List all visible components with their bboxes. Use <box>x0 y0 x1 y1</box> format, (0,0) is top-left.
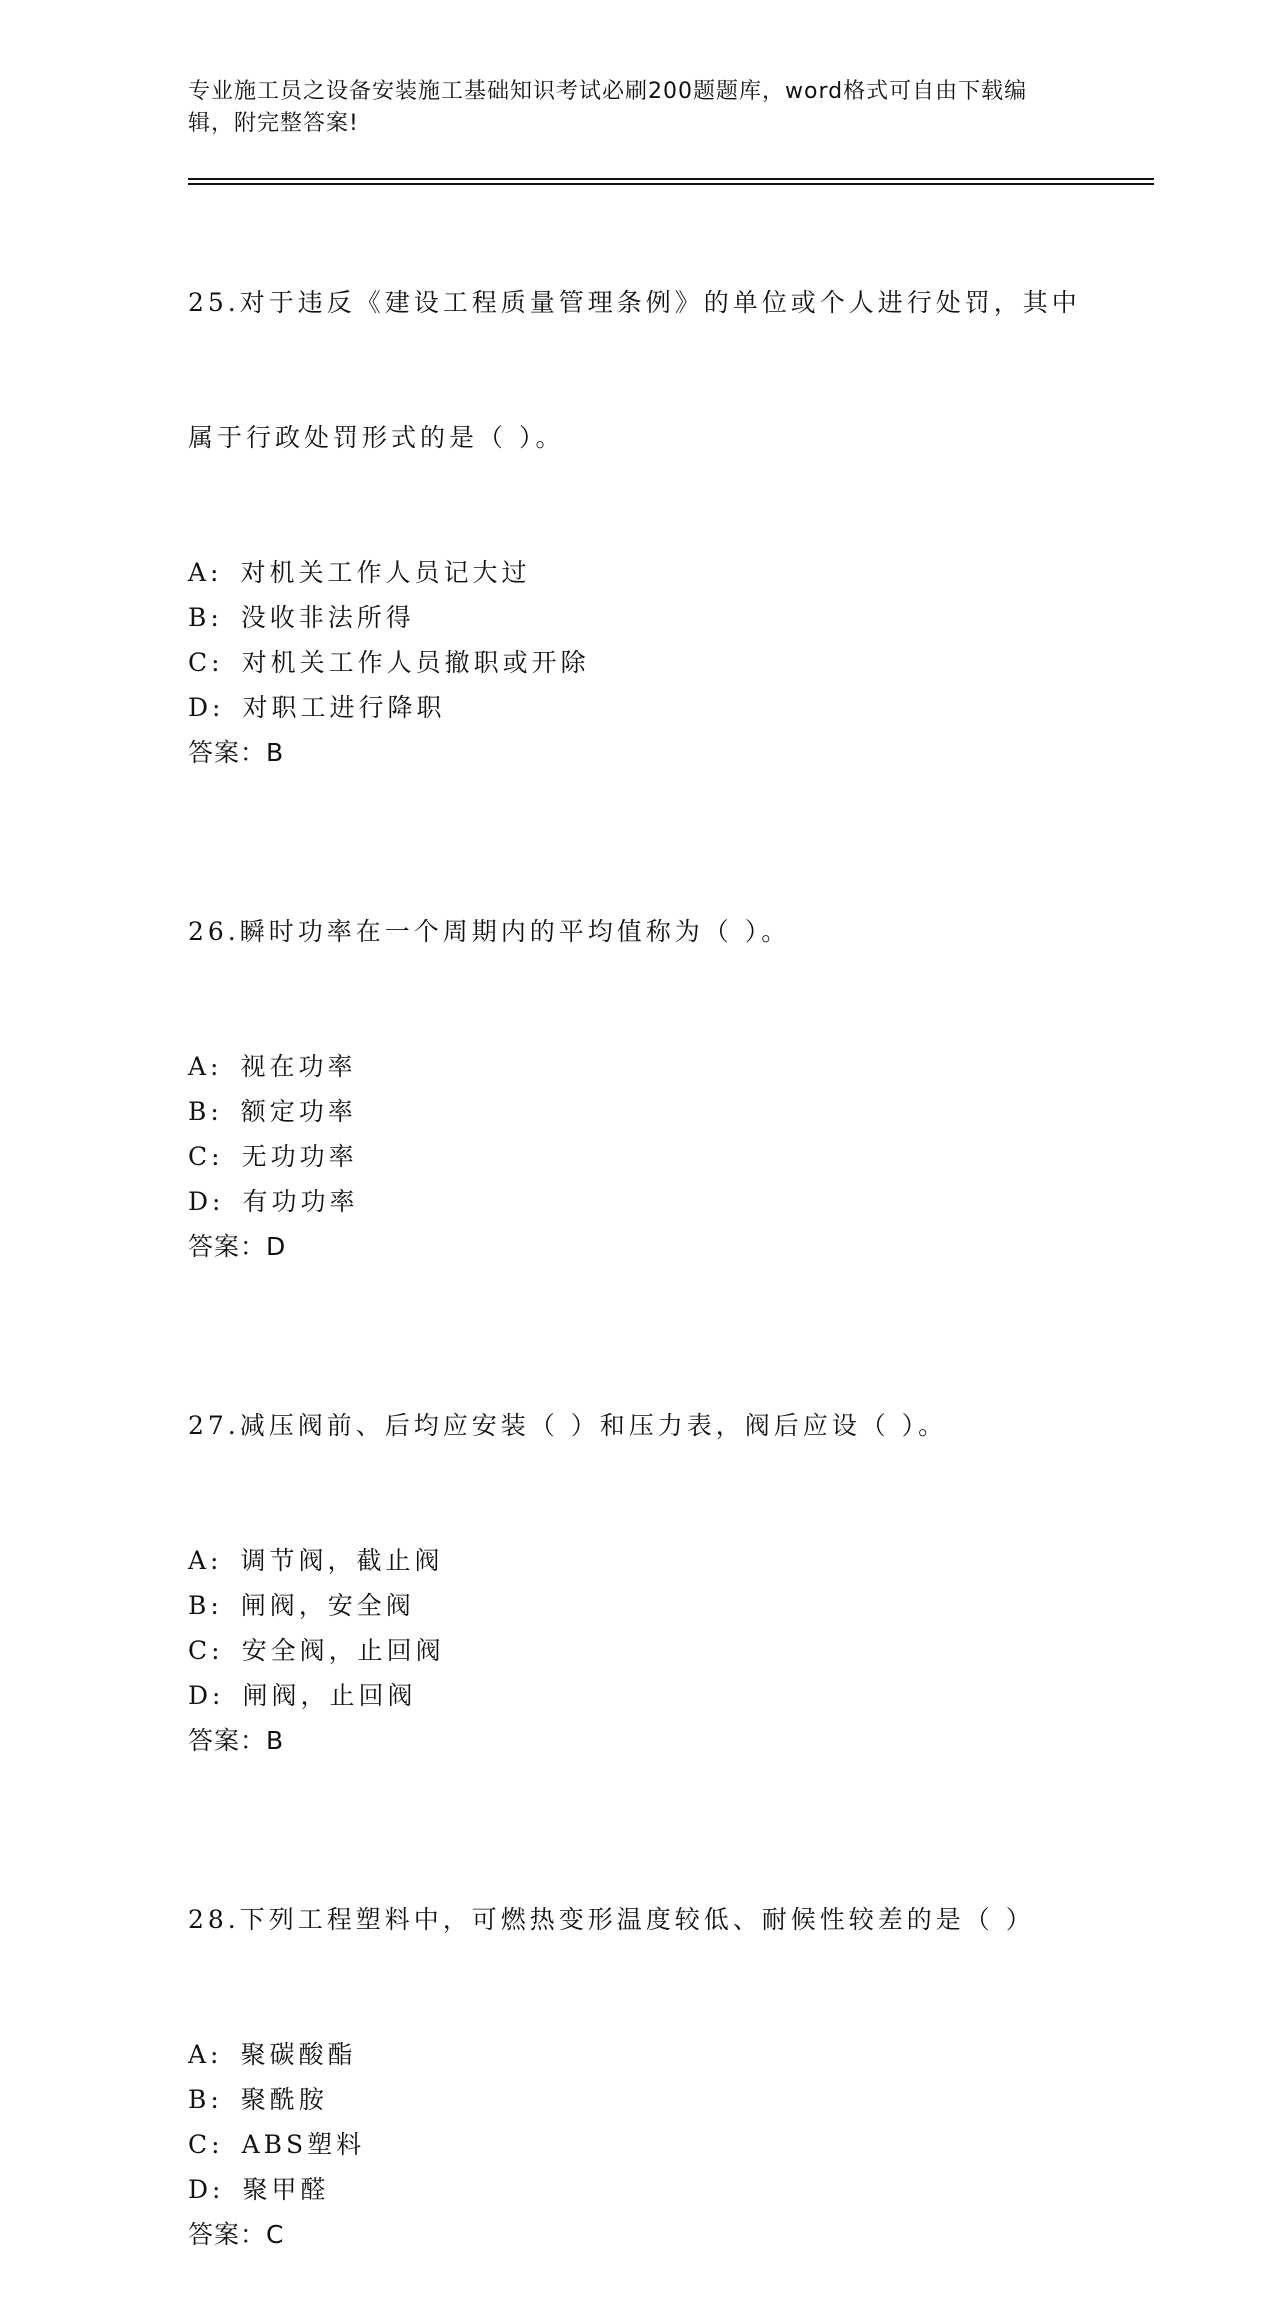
option-b <box>188 2077 1088 2122</box>
option-letter: A: <box>188 1052 223 1081</box>
option-text: 视在功率 <box>240 1052 357 1081</box>
option-letter: B: <box>188 603 223 632</box>
option-text: 调节阀，截止阀 <box>240 1546 444 1575</box>
question-27 <box>188 1313 1088 1763</box>
document-header: 专业施工员之设备安装施工基础知识考试必刷200题题库，word格式可自由下载编辑，附完整答案! <box>188 79 1028 136</box>
question-number: 28. <box>188 1905 240 1934</box>
header-divider-top <box>188 178 1154 180</box>
answer-value: B <box>266 738 285 767</box>
option-text: 聚甲醛 <box>242 2175 330 2204</box>
question-number: 26. <box>188 917 240 946</box>
option-d <box>188 1179 1088 1224</box>
answer-line <box>188 1224 1088 1269</box>
option-text: 安全阀，止回阀 <box>241 1636 445 1665</box>
option-b <box>188 595 1088 640</box>
answer-line <box>188 1718 1088 1763</box>
option-text: 对机关工作人员记大过 <box>240 558 531 587</box>
question-number: 25. <box>188 288 240 317</box>
question-stem <box>188 1313 1088 1538</box>
option-d <box>188 685 1088 730</box>
option-d <box>188 2167 1088 2212</box>
option-letter: C: <box>188 1636 224 1665</box>
question-26 <box>188 819 1088 1269</box>
option-a <box>188 1538 1088 1583</box>
answer-label: 答案： <box>188 1726 267 1755</box>
option-text: 无功功率 <box>241 1142 358 1171</box>
option-a <box>188 1044 1088 1089</box>
answer-label: 答案： <box>188 2220 267 2249</box>
question-stem-line-1 <box>188 1897 1088 1942</box>
option-letter: C: <box>188 2130 224 2159</box>
option-c <box>188 1628 1088 1673</box>
option-letter: A: <box>188 1546 223 1575</box>
option-text: 聚碳酸酯 <box>240 2040 357 2069</box>
question-list <box>188 190 1088 2301</box>
question-text: 减压阀前、后均应安装（ ）和压力表，阀后应设（ ）。 <box>239 1411 948 1440</box>
option-text: 对职工进行降职 <box>242 693 446 722</box>
answer-value: C <box>266 2220 285 2249</box>
option-letter: D: <box>188 2175 225 2204</box>
option-b <box>188 1089 1088 1134</box>
option-c <box>188 640 1088 685</box>
option-a <box>188 550 1088 595</box>
option-text: 对机关工作人员撤职或开除 <box>241 648 590 677</box>
option-letter: C: <box>188 1142 224 1171</box>
option-letter: B: <box>188 1097 223 1126</box>
question-stem-line-1 <box>188 909 1088 954</box>
question-text: 下列工程塑料中，可燃热变形温度较低、耐候性较差的是（ ） <box>239 1905 1035 1934</box>
option-a <box>188 2032 1088 2077</box>
question-25 <box>188 190 1088 775</box>
question-stem <box>188 819 1088 1044</box>
question-stem <box>188 190 1088 550</box>
option-letter: D: <box>188 693 225 722</box>
option-letter: B: <box>188 1591 223 1620</box>
answer-line <box>188 2212 1088 2257</box>
question-stem-line-1 <box>188 1403 1088 1448</box>
option-letter: A: <box>188 558 223 587</box>
question-stem-line-2: 属于行政处罚形式的是（ ）。 <box>188 423 565 452</box>
question-28 <box>188 1807 1088 2257</box>
option-letter: D: <box>188 1187 225 1216</box>
answer-label: 答案： <box>188 1232 267 1261</box>
answer-value: D <box>266 1232 287 1261</box>
option-b <box>188 1583 1088 1628</box>
header-divider-bottom <box>188 183 1154 185</box>
option-text: 闸阀，安全阀 <box>240 1591 415 1620</box>
option-letter: B: <box>188 2085 223 2114</box>
option-text: ABS塑料 <box>241 2130 366 2159</box>
option-text: 没收非法所得 <box>240 603 415 632</box>
option-letter: C: <box>188 648 224 677</box>
option-letter: D: <box>188 1681 225 1710</box>
answer-label: 答案： <box>188 738 267 767</box>
question-number: 27. <box>188 1411 240 1440</box>
option-c <box>188 1134 1088 1179</box>
option-text: 额定功率 <box>240 1097 357 1126</box>
option-text: 聚酰胺 <box>240 2085 328 2114</box>
answer-line <box>188 730 1088 775</box>
question-stem-line-1 <box>188 280 1088 325</box>
answer-value: B <box>266 1726 285 1755</box>
option-text: 有功功率 <box>242 1187 359 1216</box>
question-text: 对于违反《建设工程质量管理条例》的单位或个人进行处罚，其中 <box>239 288 1081 317</box>
option-text: 闸阀，止回阀 <box>242 1681 417 1710</box>
option-c <box>188 2122 1088 2167</box>
question-stem <box>188 1807 1088 2032</box>
question-text: 瞬时功率在一个周期内的平均值称为（ ）。 <box>239 917 791 946</box>
option-d <box>188 1673 1088 1718</box>
option-letter: A: <box>188 2040 223 2069</box>
